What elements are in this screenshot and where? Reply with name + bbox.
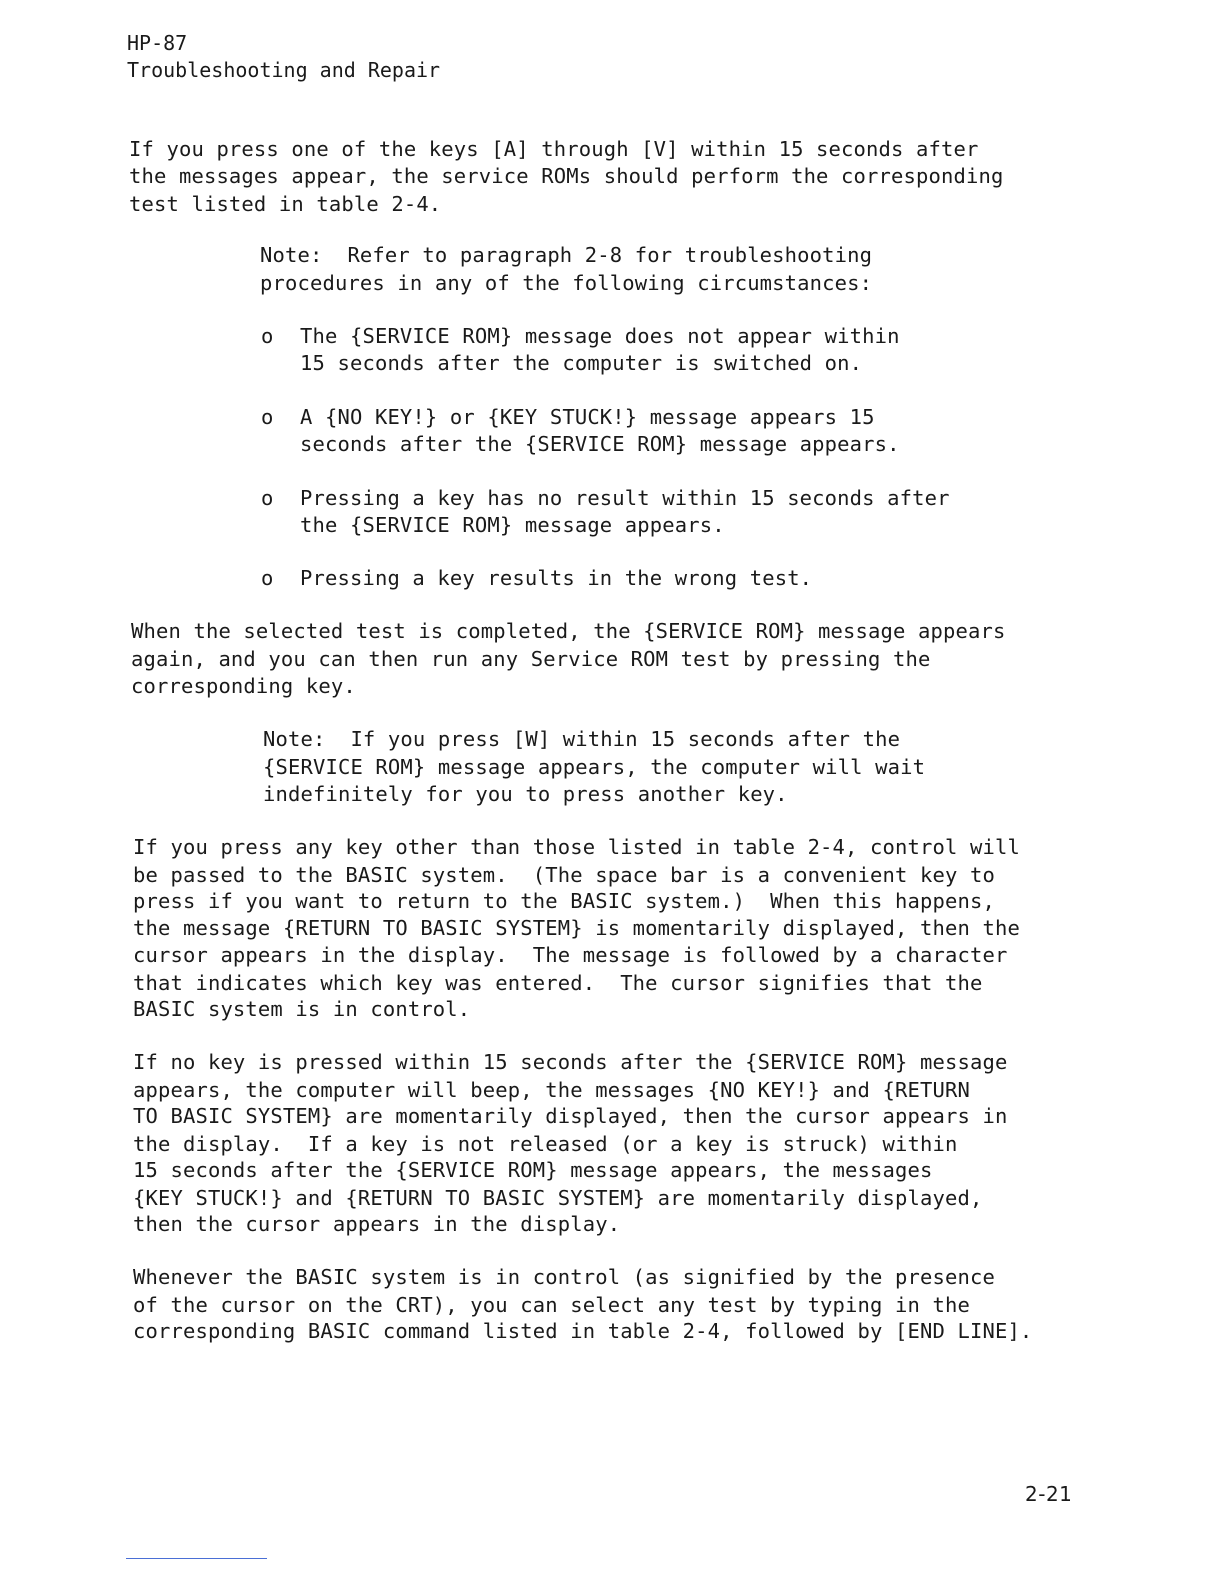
bullet-line: the {SERVICE ROM} message appears. xyxy=(300,513,725,537)
bullet-marker: o xyxy=(261,405,274,429)
bullet-marker: o xyxy=(261,566,274,590)
body-line: cursor appears in the display. The message is followed by a character xyxy=(133,943,1008,967)
body-line: If you press any key other than those listed in table 2-4, control will xyxy=(133,835,1020,859)
body-line: BASIC system is in control. xyxy=(133,997,471,1021)
bullet-line: seconds after the {SERVICE ROM} message appears. xyxy=(300,432,900,456)
note-line: Note: Refer to paragraph 2-8 for troubleshooting xyxy=(260,243,873,267)
bullet-line: Pressing a key has no result within 15 seconds after xyxy=(300,486,950,510)
body-line: that indicates which key was entered. The cursor signifies that the xyxy=(133,971,983,995)
bullet-line: 15 seconds after the computer is switched on. xyxy=(300,351,863,375)
body-line: be passed to the BASIC system. (The space bar is a convenient key to xyxy=(133,863,995,887)
body-line: corresponding key. xyxy=(131,674,356,698)
body-line: appears, the computer will beep, the messages {NO KEY!} and {RETURN xyxy=(133,1078,970,1102)
intro-line: the messages appear, the service ROMs should perform the corresponding xyxy=(129,164,1004,188)
intro-line: test listed in table 2-4. xyxy=(129,192,442,216)
bullet-line: The {SERVICE ROM} message does not appear within xyxy=(300,324,900,348)
body-line: Whenever the BASIC system is in control (as signified by the presence xyxy=(133,1265,995,1289)
bullet-marker: o xyxy=(261,324,274,348)
body-line: of the cursor on the CRT), you can select any test by typing in the xyxy=(133,1293,970,1317)
note-line: indefinitely for you to press another key. xyxy=(263,782,788,806)
body-line: If no key is pressed within 15 seconds after the {SERVICE ROM} message xyxy=(133,1050,1008,1074)
bullet-marker: o xyxy=(261,486,274,510)
page-number: 2-21 xyxy=(1025,1482,1073,1506)
body-line: then the cursor appears in the display. xyxy=(133,1212,621,1236)
note-line: procedures in any of the following circumstances: xyxy=(260,271,873,295)
body-line: 15 seconds after the {SERVICE ROM} message appears, the messages xyxy=(133,1158,933,1182)
body-line: {KEY STUCK!} and {RETURN TO BASIC SYSTEM} are momentarily displayed, xyxy=(133,1186,983,1210)
header-section: Troubleshooting and Repair xyxy=(127,58,441,82)
note-line: {SERVICE ROM} message appears, the computer will wait xyxy=(263,755,926,779)
body-line: TO BASIC SYSTEM} are momentarily displayed, then the cursor appears in xyxy=(133,1104,1008,1128)
body-line: again, and you can then run any Service ROM test by pressing the xyxy=(131,647,931,671)
intro-line: If you press one of the keys [A] through [V] within 15 seconds after xyxy=(129,137,979,161)
note-line: Note: If you press [W] within 15 seconds after the xyxy=(263,727,901,751)
bullet-line: A {NO KEY!} or {KEY STUCK!} message appears 15 xyxy=(300,405,875,429)
body-line: When the selected test is completed, the {SERVICE ROM} message appears xyxy=(131,619,1006,643)
running-header xyxy=(127,30,440,84)
header-product: HP-87 xyxy=(127,31,188,55)
body-line: the message {RETURN TO BASIC SYSTEM} is momentarily displayed, then the xyxy=(133,916,1020,940)
body-line: the display. If a key is not released (or a key is struck) within xyxy=(133,1132,958,1156)
footer-rule xyxy=(126,1558,267,1559)
bullet-line: Pressing a key results in the wrong test. xyxy=(300,566,813,590)
body-line: press if you want to return to the BASIC system.) When this happens, xyxy=(133,889,995,913)
body-line: corresponding BASIC command listed in table 2-4, followed by [END LINE]. xyxy=(133,1319,1033,1343)
